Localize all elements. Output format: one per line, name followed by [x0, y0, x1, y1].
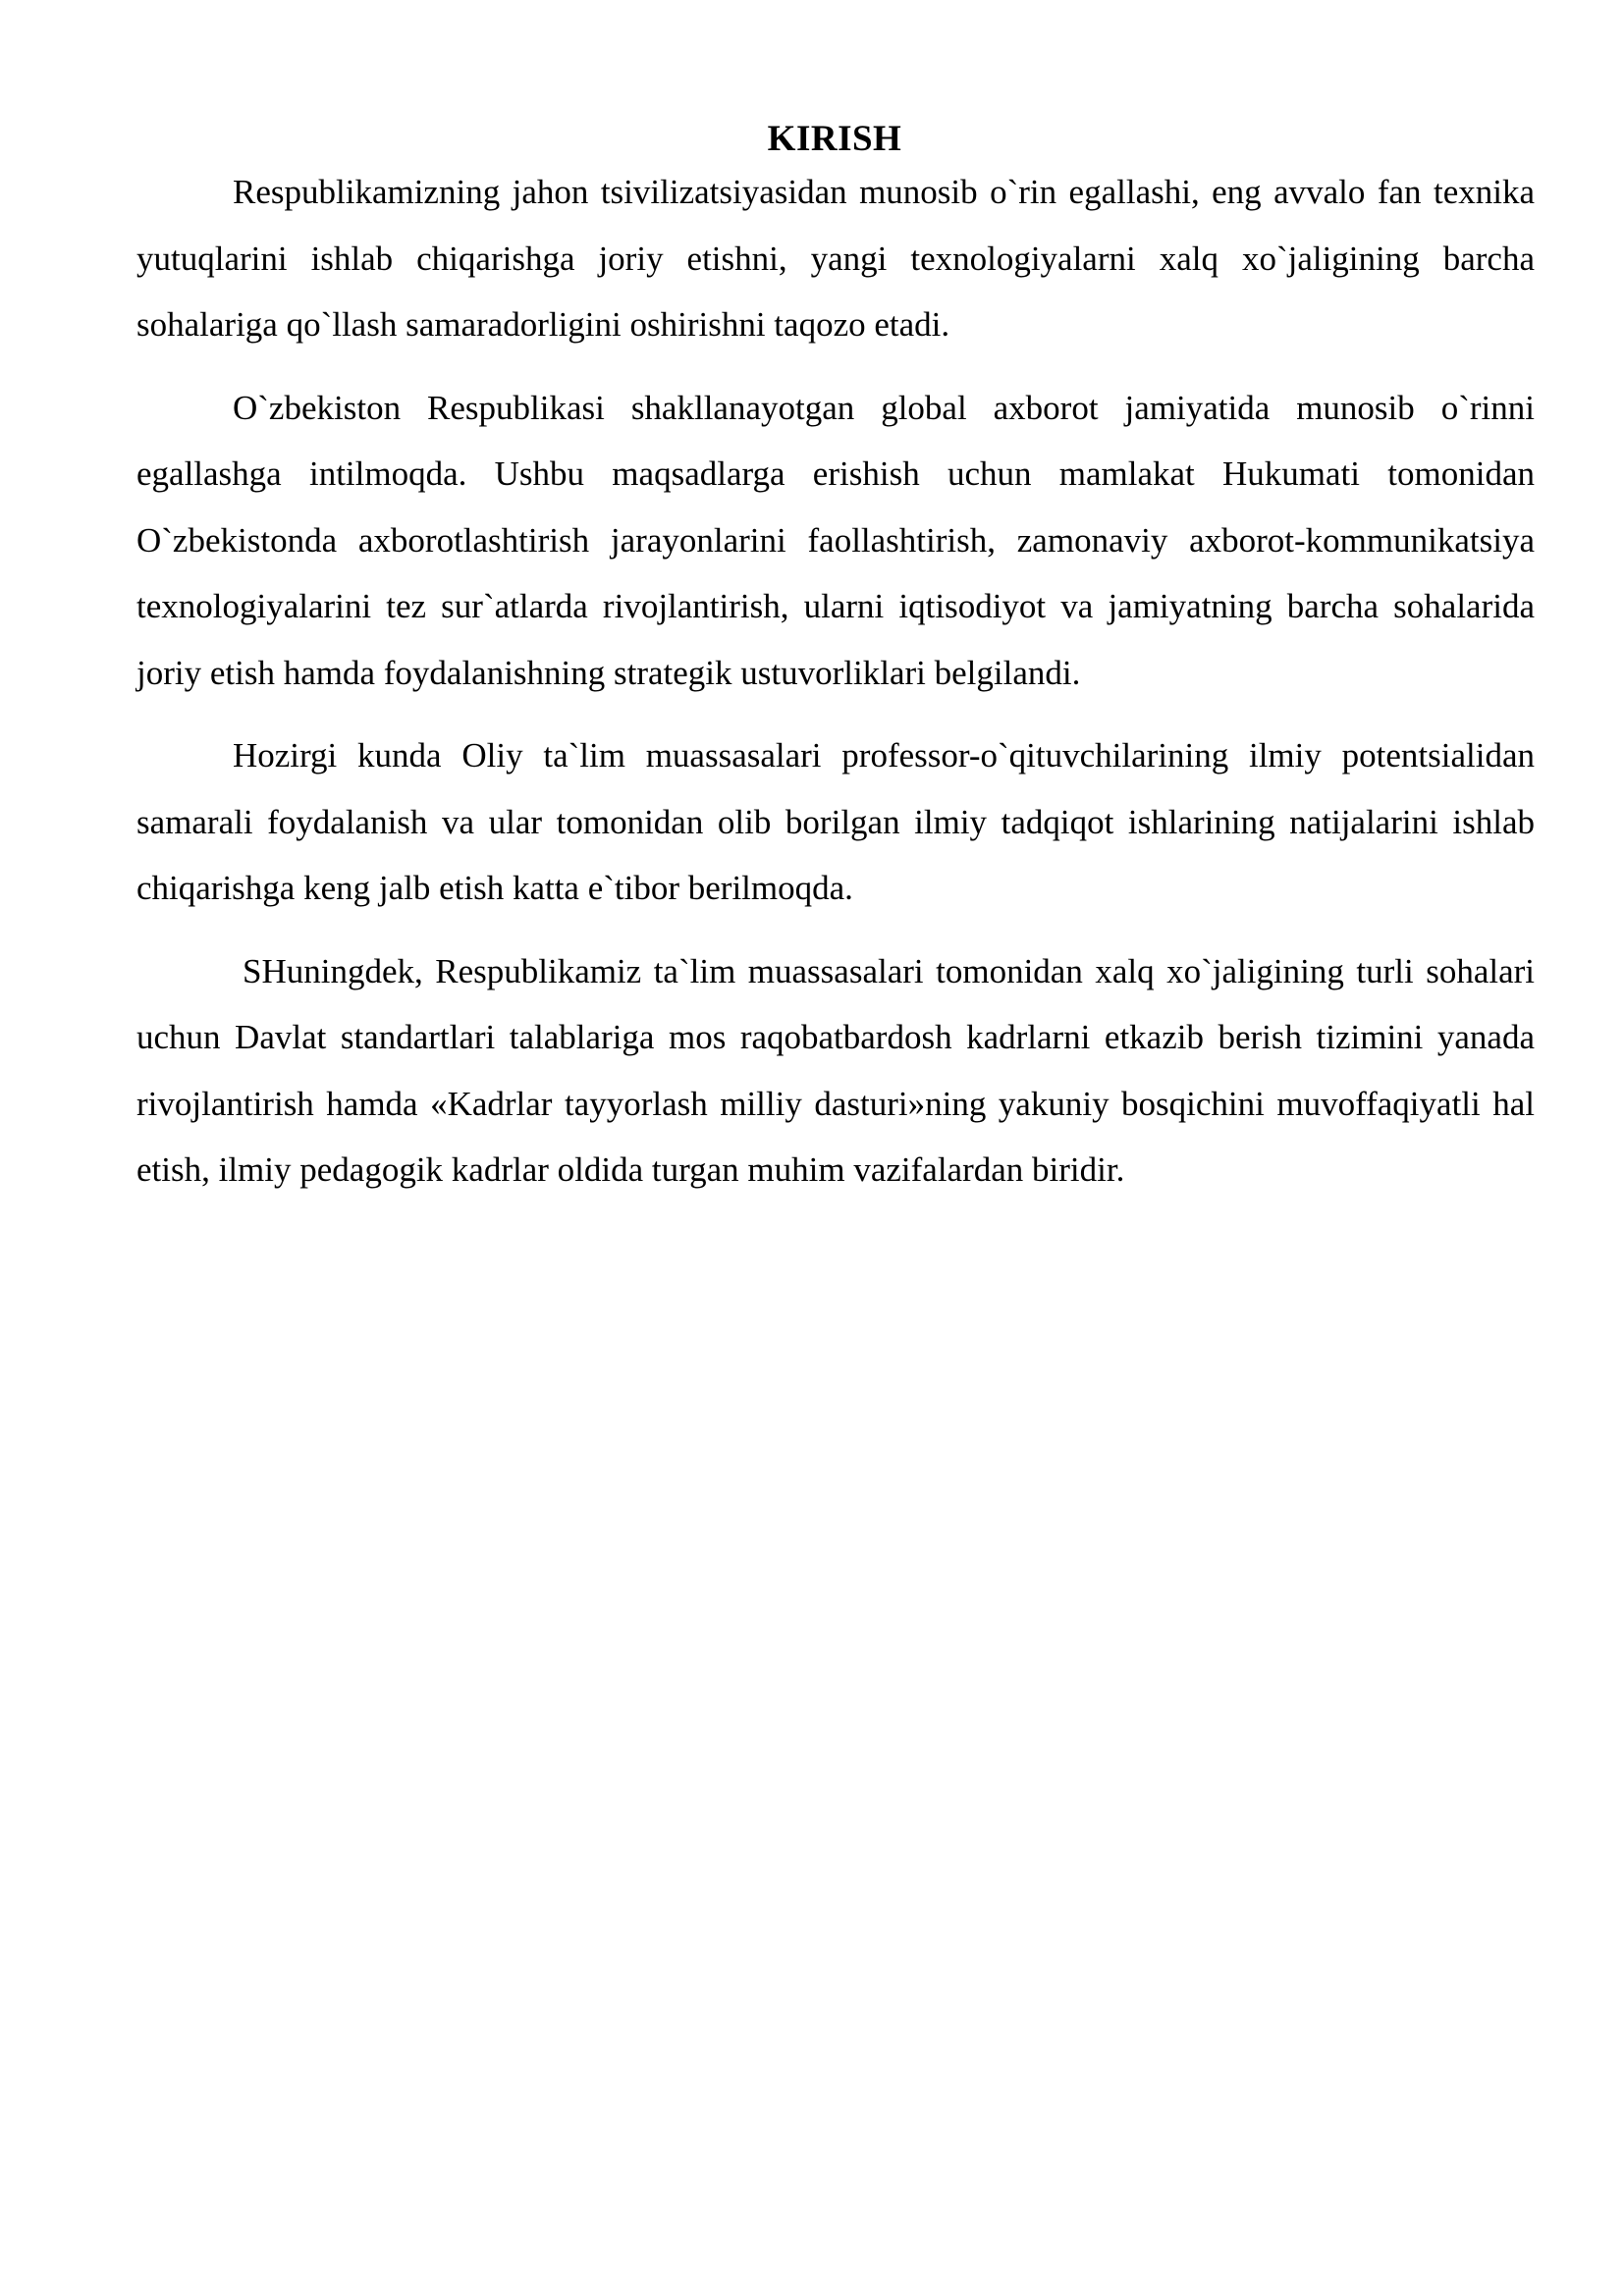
paragraph-2: O`zbekiston Respublikasi shakllanayotgan global axborot jamiyatida munosib o`rinni egallashga intilmoqda. Ushbu maqsadlarga erishish uchun mamlakat Hukumati tomonidan O`zbekistonda axborotlashtirish jarayonlarini faollashtirish, zamonaviy axborot-kommunikatsiya texnologiyalarini tez sur`atlarda rivojlantirish, ularni iqtisodiyot va jamiyatning barcha sohalarida joriy etish hamda foydalanishning strategik ustuvorliklari belgilandi.	[136, 388, 1535, 692]
paragraph-4: SHuningdek, Respublikamiz ta`lim muassasalari tomonidan xalq xo`jaligining turli sohalari uchun Davlat standartlari talablariga mos raqobatbardosh kadrlarni etkazib berish tizimini yanada rivojlantirish hamda «Kadrlar tayyorlash milliy dasturi»ning yakuniy bosqichini muvoffaqiyatli hal etish, ilmiy pedagogik kadrlar oldida turgan muhim vazifalardan biridir.	[136, 951, 1535, 1189]
document-body	[136, 159, 1535, 1220]
paragraph-1: Respublikamizning jahon tsivilizatsiyasidan munosib o`rin egallashi, eng avvalo fan texnika yutuqlarini ishlab chiqarishga joriy etishni, yangi texnologiyalarni xalq xo`jaligining barcha sohalariga qo`llash samaradorligini oshirishni taqozo etadi.	[136, 173, 1535, 344]
paragraph-3: Hozirgi kunda Oliy ta`lim muassasalari professor-o`qituvchilarining ilmiy potentsialidan samarali foydalanish va ular tomonidan olib borilgan ilmiy tadqiqot ishlarining natijalarini ishlab chiqarishga keng jalb etish katta e`tibor berilmoqda.	[136, 736, 1535, 907]
page-title: KIRISH	[767, 119, 902, 159]
